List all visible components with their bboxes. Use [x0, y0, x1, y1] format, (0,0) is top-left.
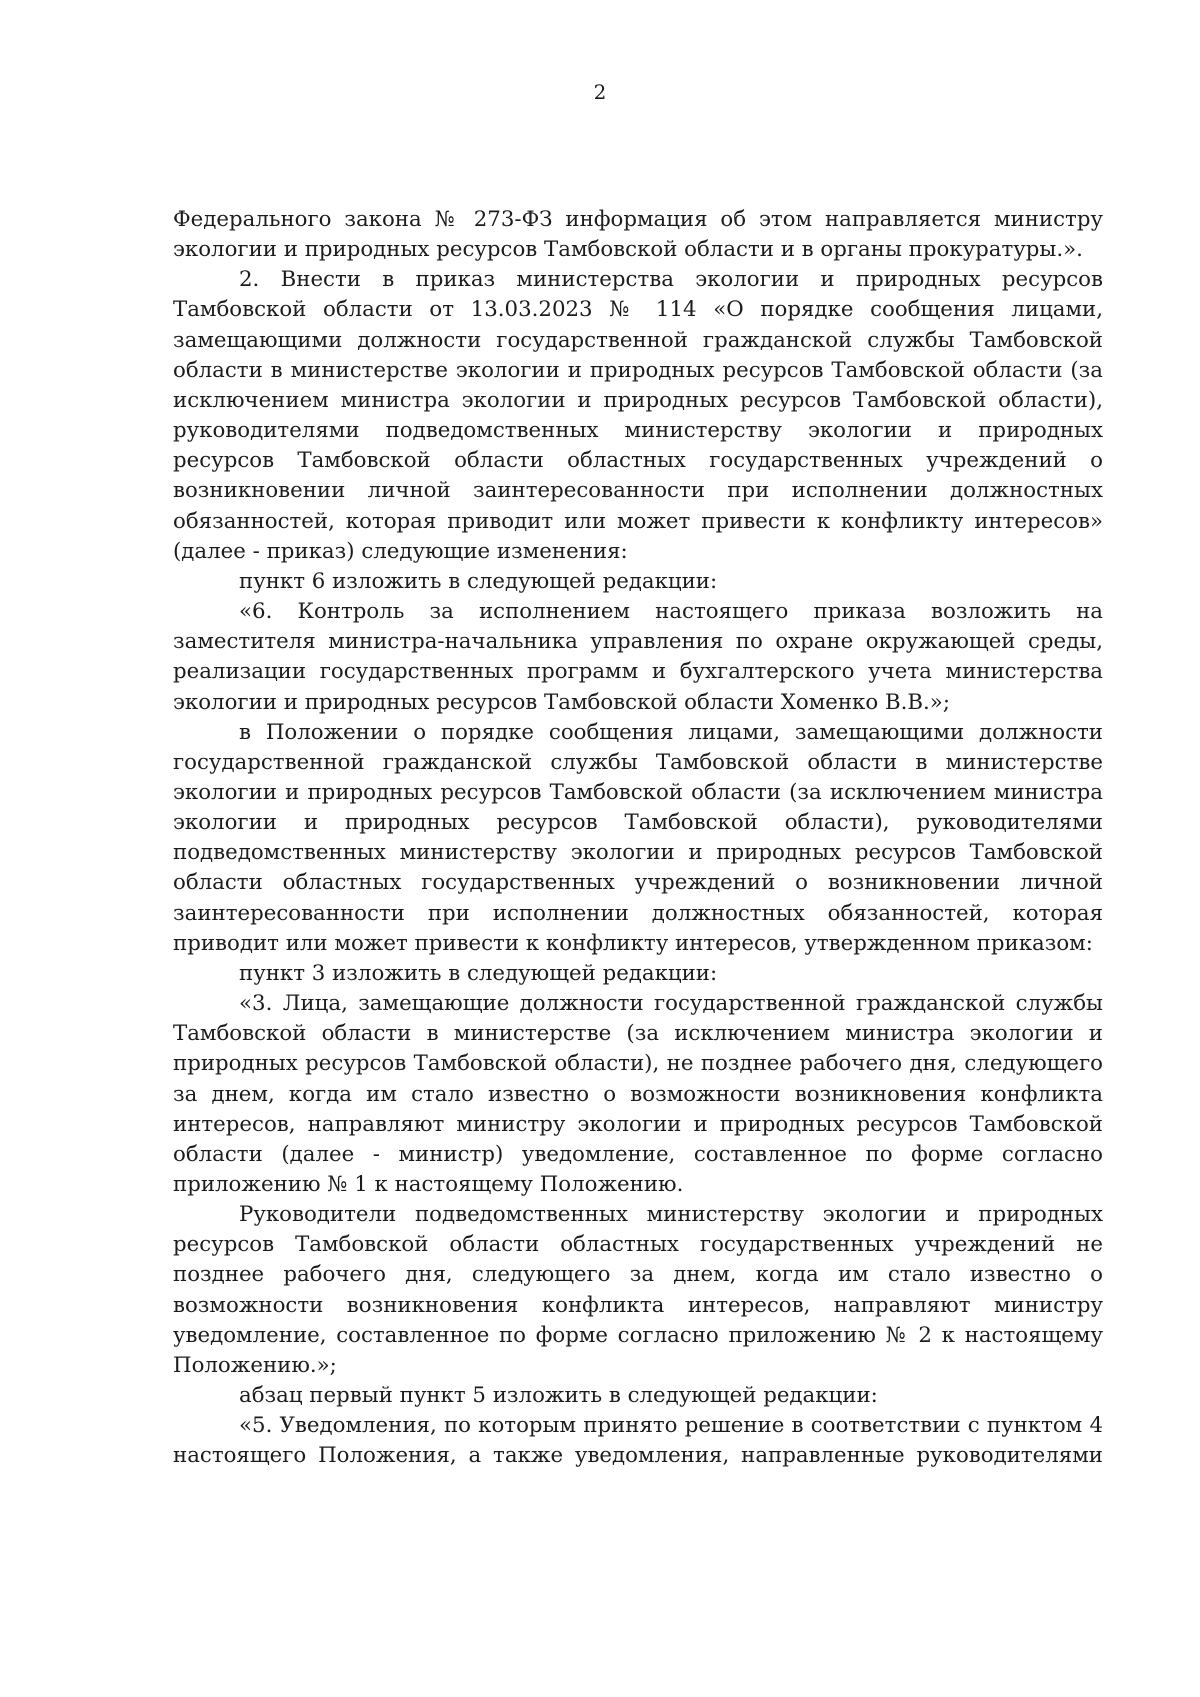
- paragraph-clause-3-intro: пункт 3 изложить в следующей редакции:: [239, 960, 718, 986]
- paragraph-clause-6-text: «6. Контроль за исполнением настоящего приказа возложить на заместителя министра-начальника управления по охране окружающей среды, реализации государственных программ и бухгалтерского учета министерства экологии и природных ресурсов Тамбовской области Хоменко В.В.»;: [173, 599, 1103, 715]
- document-body: [173, 205, 1103, 1472]
- paragraph-clause-5-intro: абзац первый пункт 5 изложить в следующей редакции:: [239, 1383, 878, 1409]
- paragraph-item-2: 2. Внести в приказ министерства экологии и природных ресурсов Тамбовской области от 13.03.2023 № 114 «О порядке сообщения лицами, замещающими должности государственной гражданской службы Тамбовской области в министерстве экологии и природных ресурсов Тамбовской области (за исключением министра экологии и природных ресурсов Тамбовской области), руководителями подведомственных министерству экологии и природных ресурсов Тамбовской области областных государственных учреждений о возникновении личной заинтересованности при исполнении должностных обязанностей, которая приводит или может привести к конфликту интересов» (далее - приказ) следующие изменения:: [173, 267, 1103, 564]
- paragraph-regulation-intro: в Положении о порядке сообщения лицами, замещающими должности государственной гражданской службы Тамбовской области в министерстве экологии и природных ресурсов Тамбовской области (за исключением министра экологии и природных ресурсов Тамбовской области), руководителями подведомственных министерству экологии и природных ресурсов Тамбовской области областных государственных учреждений о возникновении личной заинтересованности при исполнении должностных обязанностей, которая приводит или может привести к конфликту интересов, утвержденном приказом:: [173, 719, 1103, 956]
- paragraph-clause-6-intro: пункт 6 изложить в следующей редакции:: [239, 568, 718, 594]
- paragraph-continuation: Федерального закона № 273-ФЗ информация об этом направляется министру экологии и природных ресурсов Тамбовской области и в органы прокуратуры.».: [173, 207, 1103, 263]
- paragraph-clause-3-heads: Руководители подведомственных министерству экологии и природных ресурсов Тамбовской области областных государственных учреждений не позднее рабочего дня, следующего за днем, когда им стало известно о возможности возникновения конфликта интересов, направляют министру уведомление, составленное по форме согласно приложению № 2 к настоящему Положению.»;: [173, 1202, 1103, 1378]
- paragraph-clause-3-text: «3. Лица, замещающие должности государственной гражданской службы Тамбовской области в министерстве (за исключением министра экологии и природных ресурсов Тамбовской области), не позднее рабочего дня, следующего за днем, когда им стало известно о возможности возникновения конфликта интересов, направляют министру экологии и природных ресурсов Тамбовской области (далее - министр) уведомление, составленное по форме согласно приложению № 1 к настоящему Положению.: [173, 991, 1103, 1197]
- page-number: 2: [593, 80, 607, 104]
- paragraph-clause-5-text: «5. Уведомления, по которым принято решение в соответствии с пунктом 4 настоящего Положения, а также уведомления, направленные руководителями: [173, 1413, 1103, 1469]
